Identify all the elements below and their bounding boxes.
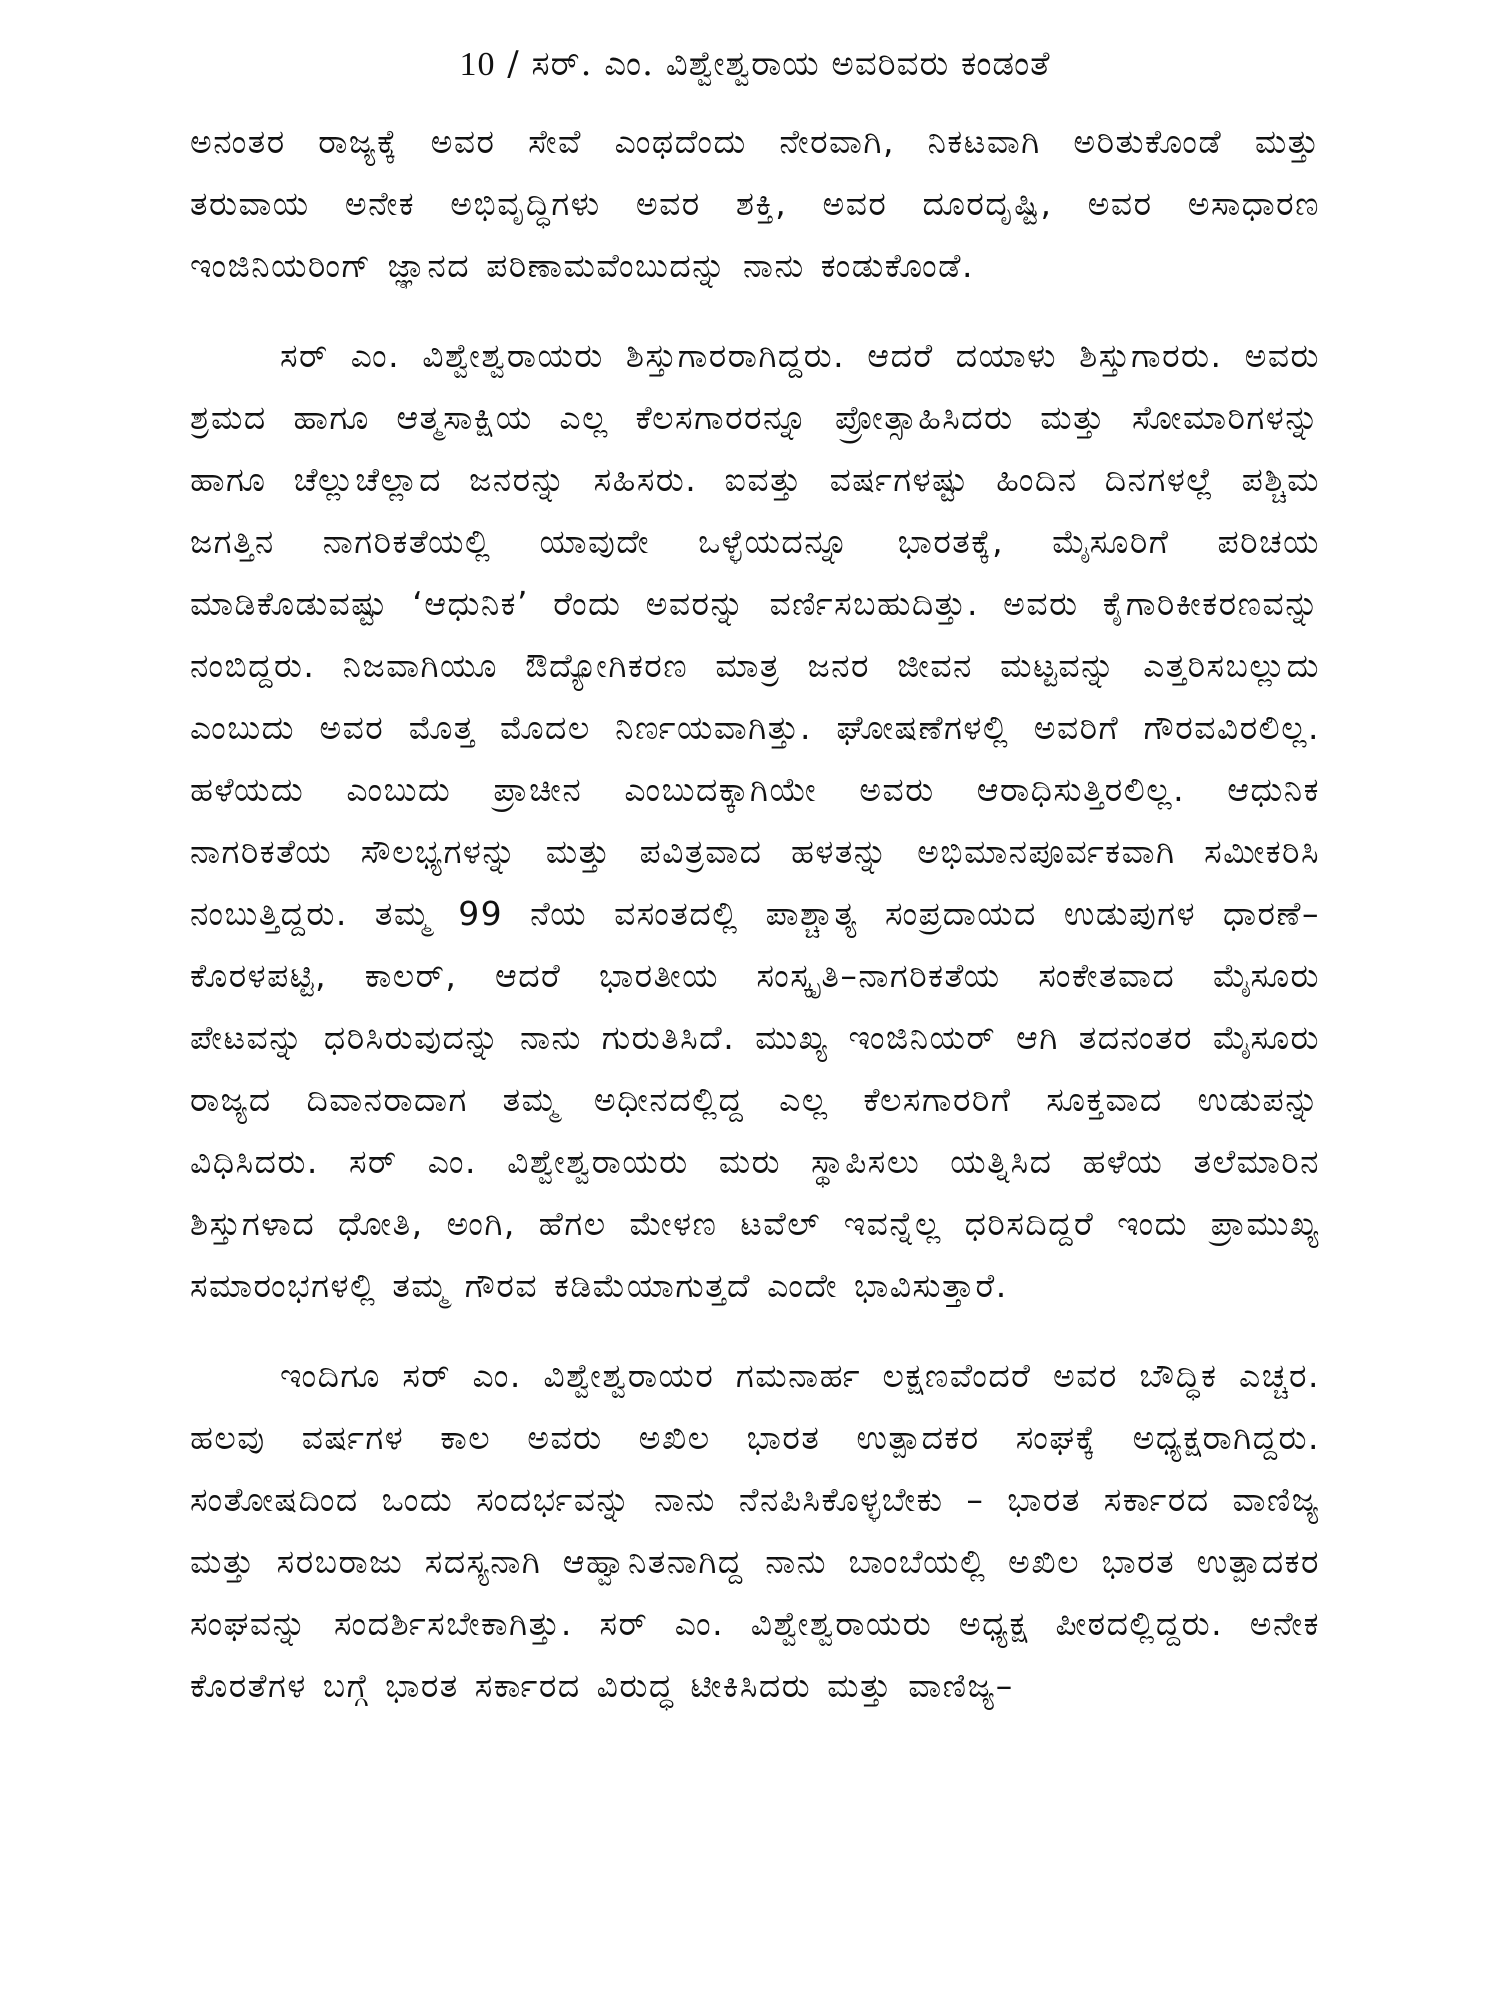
paragraph-1: ಅನಂತರ ರಾಜ್ಯಕ್ಕೆ ಅವರ ಸೇವೆ ಎಂಥದೆಂದು ನೇರವಾಗಿ, ನಿಕಟವಾಗಿ ಅರಿತುಕೊಂಡೆ ಮತ್ತು ತರುವಾಯ ಅನೇಕ ಅಭಿವೃದ್ಧಿಗಳು ಅವರ ಶಕ್ತಿ, ಅವರ ದೂರದೃಷ್ಟಿ, ಅವರ ಅಸಾಧಾರಣ ಇಂಜಿನಿಯರಿಂಗ್ ಜ್ಞಾನದ ಪರಿಣಾಮವೆಂಬುದನ್ನು ನಾನು ಕಂಡುಕೊಂಡೆ. bbox=[190, 122, 1320, 285]
book-page bbox=[190, 40, 1320, 1960]
paragraph-3: ಇಂದಿಗೂ ಸರ್ ಎಂ. ವಿಶ್ವೇಶ್ವರಾಯರ ಗಮನಾರ್ಹ ಲಕ್ಷಣವೆಂದರೆ ಅವರ ಬೌದ್ಧಿಕ ಎಚ್ಚರ. ಹಲವು ವರ್ಷಗಳ ಕಾಲ ಅವರು ಅಖಿಲ ಭಾರತ ಉತ್ಪಾದಕರ ಸಂಘಕ್ಕೆ ಅಧ್ಯಕ್ಷರಾಗಿದ್ದರು. ಸಂತೋಷದಿಂದ ಒಂದು ಸಂದರ್ಭವನ್ನು ನಾನು ನೆನಪಿಸಿಕೊಳ್ಳಬೇಕು – ಭಾರತ ಸರ್ಕಾರದ ವಾಣಿಜ್ಯ ಮತ್ತು ಸರಬರಾಜು ಸದಸ್ಯನಾಗಿ ಆಹ್ವಾನಿತನಾಗಿದ್ದ ನಾನು ಬಾಂಬೆಯಲ್ಲಿ ಅಖಿಲ ಭಾರತ ಉತ್ಪಾದಕರ ಸಂಘವನ್ನು ಸಂದರ್ಶಿಸಬೇಕಾಗಿತ್ತು. ಸರ್ ಎಂ. ವಿಶ್ವೇಶ್ವರಾಯರು ಅಧ್ಯಕ್ಷ ಪೀಠದಲ್ಲಿದ್ದರು. ಅನೇಕ ಕೊರತೆಗಳ ಬಗ್ಗೆ ಭಾರತ ಸರ್ಕಾರದ ವಿರುದ್ಧ ಟೀಕಿಸಿದರು ಮತ್ತು ವಾಣಿಜ್ಯ– bbox=[190, 1356, 1320, 1705]
running-title: ಸರ್. ಎಂ. ವಿಶ್ವೇಶ್ವರಾಯ ಅವರಿವರು ಕಂಡಂತೆ bbox=[531, 44, 1051, 84]
header-separator: / bbox=[495, 44, 532, 84]
running-header bbox=[190, 40, 1320, 89]
paragraph-2: ಸರ್ ಎಂ. ವಿಶ್ವೇಶ್ವರಾಯರು ಶಿಸ್ತುಗಾರರಾಗಿದ್ದರು. ಆದರೆ ದಯಾಳು ಶಿಸ್ತುಗಾರರು. ಅವರು ಶ್ರಮದ ಹಾಗೂ ಆತ್ಮಸಾಕ್ಷಿಯ ಎಲ್ಲ ಕೆಲಸಗಾರರನ್ನೂ ಪ್ರೋತ್ಸಾಹಿಸಿದರು ಮತ್ತು ಸೋಮಾರಿಗಳನ್ನು ಹಾಗೂ ಚೆಲ್ಲುಚೆಲ್ಲಾದ ಜನರನ್ನು ಸಹಿಸರು. ಐವತ್ತು ವರ್ಷಗಳಷ್ಟು ಹಿಂದಿನ ದಿನಗಳಲ್ಲೆ ಪಶ್ಚಿಮ ಜಗತ್ತಿನ ನಾಗರಿಕತೆಯಲ್ಲಿ ಯಾವುದೇ ಒಳ್ಳೆಯದನ್ನೂ ಭಾರತಕ್ಕೆ, ಮೈಸೂರಿಗೆ ಪರಿಚಯ ಮಾಡಿಕೊಡುವಷ್ಟು ‘ಆಧುನಿಕ’ ರೆಂದು ಅವರನ್ನು ವರ್ಣಿಸಬಹುದಿತ್ತು. ಅವರು ಕೈಗಾರಿಕೀಕರಣವನ್ನು ನಂಬಿದ್ದರು. ನಿಜವಾಗಿಯೂ ಔದ್ಯೋಗಿಕರಣ ಮಾತ್ರ ಜನರ ಜೀವನ ಮಟ್ಟವನ್ನು ಎತ್ತರಿಸಬಲ್ಲುದು ಎಂಬುದು ಅವರ ಮೊತ್ತ ಮೊದಲ ನಿರ್ಣಯವಾಗಿತ್ತು. ಘೋಷಣೆಗಳಲ್ಲಿ ಅವರಿಗೆ ಗೌರವವಿರಲಿಲ್ಲ. ಹಳೆಯದು ಎಂಬುದು ಪ್ರಾಚೀನ ಎಂಬುದಕ್ಕಾಗಿಯೇ ಅವರು ಆರಾಧಿಸುತ್ತಿರಲಿಲ್ಲ. ಆಧುನಿಕ ನಾಗರಿಕತೆಯ ಸೌಲಭ್ಯಗಳನ್ನು ಮತ್ತು ಪವಿತ್ರವಾದ ಹಳತನ್ನು ಅಭಿಮಾನಪೂರ್ವಕವಾಗಿ ಸಮೀಕರಿಸಿ ನಂಬುತ್ತಿದ್ದರು. ತಮ್ಮ 99 ನೆಯ ವಸಂತದಲ್ಲಿ ಪಾಶ್ಚಾತ್ಯ ಸಂಪ್ರದಾಯದ ಉಡುಪುಗಳ ಧಾರಣೆ–ಕೊರಳಪಟ್ಟಿ, ಕಾಲರ್, ಆದರೆ ಭಾರತೀಯ ಸಂಸ್ಕೃತಿ–ನಾಗರಿಕತೆಯ ಸಂಕೇತವಾದ ಮೈಸೂರು ಪೇಟವನ್ನು ಧರಿಸಿರುವುದನ್ನು ನಾನು ಗುರುತಿಸಿದೆ. ಮುಖ್ಯ ಇಂಜಿನಿಯರ್ ಆಗಿ ತದನಂತರ ಮೈಸೂರು ರಾಜ್ಯದ ದಿವಾನರಾದಾಗ ತಮ್ಮ ಅಧೀನದಲ್ಲಿದ್ದ ಎಲ್ಲ ಕೆಲಸಗಾರರಿಗೆ ಸೂಕ್ತವಾದ ಉಡುಪನ್ನು ವಿಧಿಸಿದರು. ಸರ್ ಎಂ. ವಿಶ್ವೇಶ್ವರಾಯರು ಮರು ಸ್ಥಾಪಿಸಲು ಯತ್ನಿಸಿದ ಹಳೆಯ ತಲೆಮಾರಿನ ಶಿಸ್ತುಗಳಾದ ಧೋತಿ, ಅಂಗಿ, ಹೆಗಲ ಮೇಳಣ ಟವೆಲ್ ಇವನ್ನೆಲ್ಲ ಧರಿಸದಿದ್ದರೆ ಇಂದು ಪ್ರಾಮುಖ್ಯ ಸಮಾರಂಭಗಳಲ್ಲಿ ತಮ್ಮ ಗೌರವ ಕಡಿಮೆಯಾಗುತ್ತದೆ ಎಂದೇ ಭಾವಿಸುತ್ತಾರೆ. bbox=[190, 336, 1320, 1305]
page-number: 10 bbox=[459, 46, 496, 83]
